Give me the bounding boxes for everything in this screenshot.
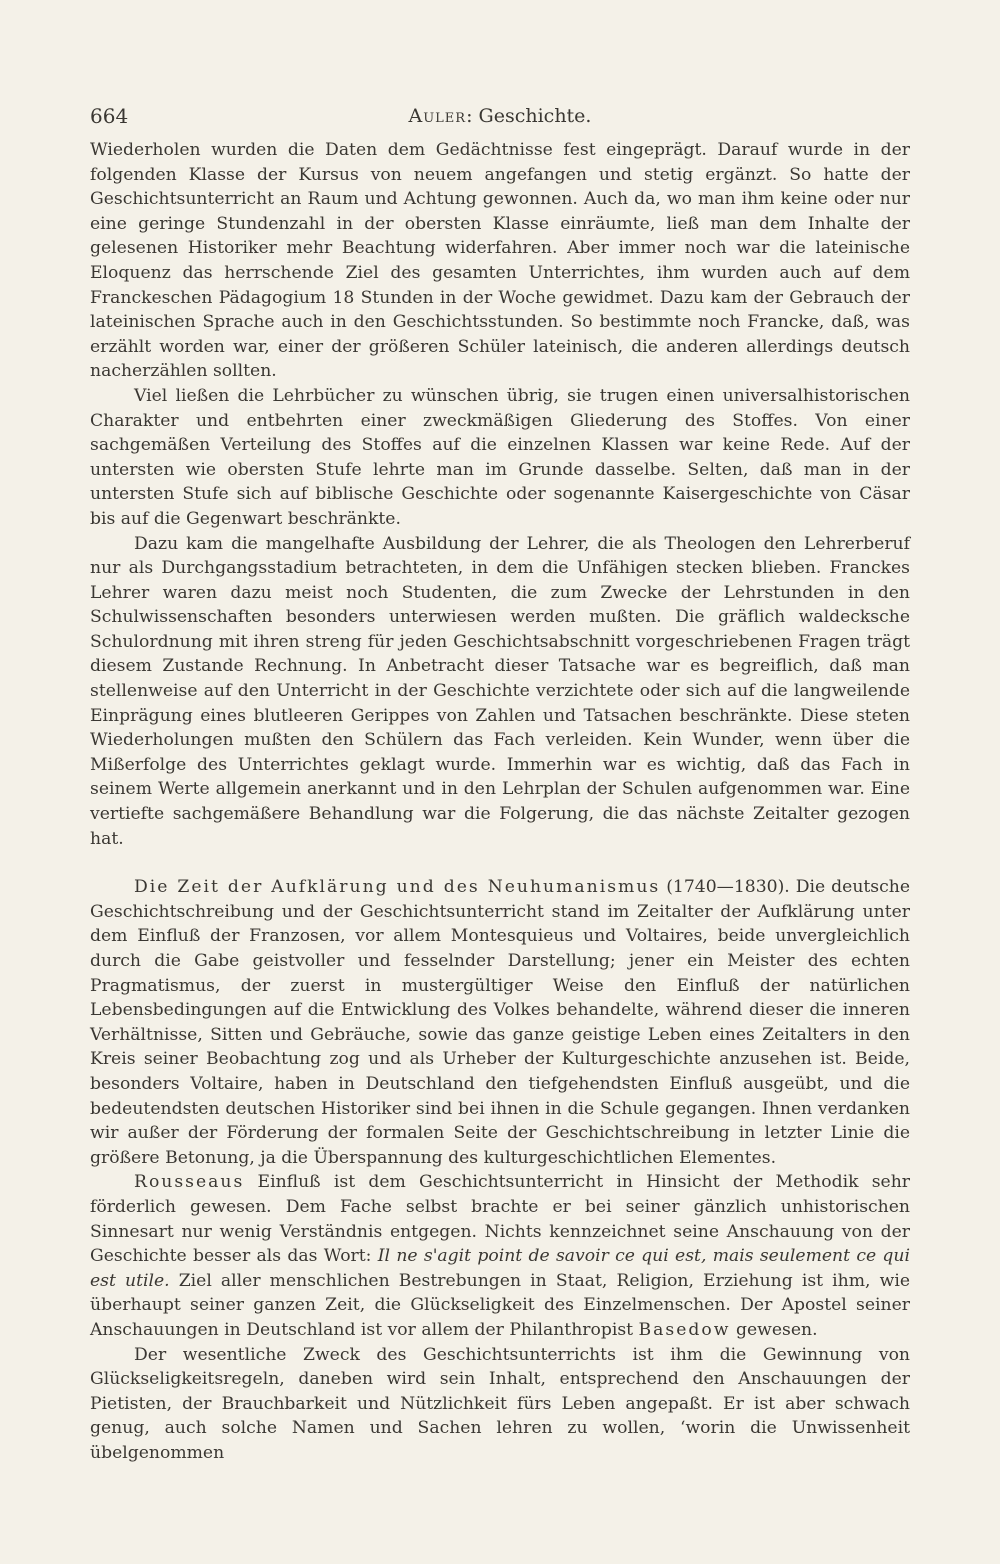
paragraph-zweck: Der wesentliche Zweck des Geschichtsunterrichts ist ihm die Gewinnung von Glückseligkeitsregeln, daneben wird sein Inhalt, entsprechend den Anschauungen der Pietisten, der Brauchbarkeit und Nützlichkeit fürs Leben angepaßt. Er ist aber schwach genug, auch solche Namen und Sachen lehren zu wollen, ‘worin die Unwissenheit übelgenommen: [90, 1344, 910, 1463]
running-title: [90, 98, 910, 134]
paragraph-aufklaerung: [90, 875, 910, 1170]
page-number: 664: [90, 104, 129, 128]
section-text: Die deutsche Geschichtschreibung und der Geschichtsunterricht stand im Zeitalter der Aufklärung unter dem Einfluß der Franzosen, vor allem Montesquieus und Voltaires, beide unvergleichlich durch die Gabe geistvoller und fesselnder Darstellung; jener ein Meister des echten Pragmatismus, der zuerst in mustergültiger Weise den Einfluß der natürlichen Lebensbedingungen auf die Entwicklung des Volkes behandelte, während dieser die inneren Verhältnisse, Sitten und Gebräuche, sowie das ganze geistige Leben eines Zeitalters in den Kreis seiner Beobachtung zog und als Urheber der Kulturgeschichte anzusehen ist. Beide, besonders Voltaire, haben in Deutschland den tiefgehendsten Einfluß ausgeübt, und die bedeutendsten deutschen Historiker sind bei ihnen in die Schule gegangen. Ihnen verdanken wir außer der Förderung der formalen Seite der Geschichtschreibung in letzter Linie die größere Betonung, ja die Überspannung des kulturgeschichtlichen Elementes.: [90, 877, 910, 1168]
paragraph-lehrer: Dazu kam die mangelhafte Ausbildung der Lehrer, die als Theologen den Lehrerberuf nur als Durchgangsstadium betrachteten, in dem die Unfähigen stecken blieben. Franckes Lehrer waren dazu meist noch Studenten, die zum Zwecke der Lehrstunden in den Schulwissenschaften besonders unterwiesen werden mußten. Die gräflich waldecksche Schulordnung mit ihren streng für jeden Geschichtsabschnitt vorgeschriebenen Fragen trägt diesem Zustande Rechnung. In Anbetracht dieser Tatsache war es begreiflich, daß man stellenweise auf den Unterricht in der Geschichte verzichtete oder sich auf die langweilende Einprägung eines blutleeren Gerippes von Zahlen und Tatsachen beschränkte. Diese steten Wiederholungen mußten den Schülern das Fach verleiden. Kein Wunder, wenn über die Mißerfolge des Unterrichtes geklagt wurde. Immerhin war es wichtig, daß das Fach in seinem Werte allgemein anerkannt und in den Lehrplan der Schulen aufgenommen war. Eine vertiefte sachgemäßere Behandlung war die Folgerung, die das nächste Zeitalter gezogen hat.: [90, 533, 910, 849]
rousseau-text-3: gewesen.: [730, 1319, 818, 1340]
rousseau-quote: Il ne s'agit point de savoir ce qui est, mais seulement ce qui est utile.: [90, 1246, 910, 1291]
section-years: (1740—1830).: [660, 877, 796, 898]
paragraph-wiederholen: Wiederholen wurden die Daten dem Gedächtnisse fest eingeprägt. Darauf wurde in der folgenden Klasse der Kursus von neuem angefangen und stetig ergänzt. So hatte der Geschichtsunterricht an Raum und Achtung gewonnen. Auch da, wo man ihm keine oder nur eine geringe Stundenzahl in der obersten Klasse einräumte, ließ man dem Inhalte der gelesenen Historiker mehr Beachtung widerfahren. Aber immer noch war die lateinische Eloquenz das herrschende Ziel des gesamten Unterrichtes, ihm wurden auch auf dem Franckeschen Pädagogium 18 Stunden in der Woche gewidmet. Dazu kam der Gebrauch der lateinischen Sprache auch in den Geschichtsstunden. So bestimmte noch Francke, daß, was erzählt worden war, einer der größeren Schüler lateinisch, die anderen allerdings deutsch nacherzählen sollten.: [90, 140, 910, 382]
rousseau-text: Einfluß ist dem Geschichtsunterricht in Hinsicht der Methodik sehr förderlich gewesen. Dem Fache selbst brachte er bei seiner gänzlich unhistorischen Sinnesart nur wenig Verständnis entgegen. Nichts kennzeichnet seine Anschauung von der Geschichte besser als das Wort:: [90, 1172, 910, 1267]
body-text: [90, 138, 910, 1465]
rousseau-name: Rousseaus: [134, 1172, 245, 1193]
paragraph-rousseau: [90, 1170, 910, 1342]
basedow-name: Basedow: [638, 1319, 731, 1340]
paragraph-lehrbuecher: Viel ließen die Lehrbücher zu wünschen übrig, sie trugen einen universalhistorischen Charakter und entbehrten einer zweckmäßigen Gliederung des Stoffes. Von einer sachgemäßen Verteilung des Stoffes auf die einzelnen Klassen war keine Rede. Auf der untersten wie obersten Stufe lehrte man im Grunde dasselbe. Selten, daß man in der untersten Stufe sich auf biblische Geschichte oder sogenannte Kaisergeschichte von Cäsar bis auf die Gegenwart beschränkte.: [90, 385, 910, 529]
book-title: Geschichte.: [478, 105, 592, 127]
title-separator: :: [466, 105, 473, 127]
running-head: [90, 98, 910, 134]
rousseau-text-2: Ziel aller menschlichen Bestrebungen in Staat, Religion, Erziehung ist ihm, wie überhaupt seiner ganzen Zeit, die Glückseligkeit des Einzelmenschen. Der Apostel seiner Anschauungen in Deutschland ist vor allem der Philanthropist: [90, 1270, 910, 1340]
author-name: Auler: [408, 105, 467, 127]
section-heading: Die Zeit der Aufklärung und des Neuhumanismus: [134, 877, 661, 898]
